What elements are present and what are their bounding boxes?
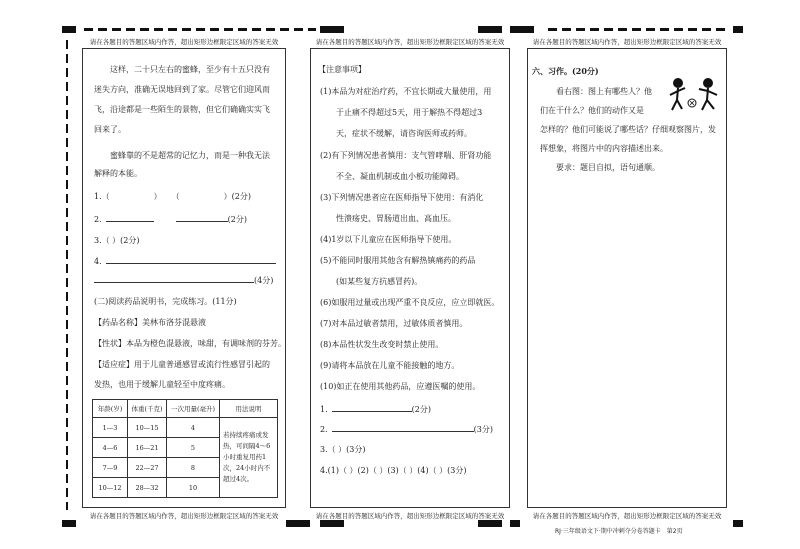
passage-line: 飞，沿途都是一些陌生的景物，但它们确确实实飞 xyxy=(94,105,270,114)
column-notice: 请在各题目的答题区域内作答，超出矩形边框限定区域的答案无效 xyxy=(532,38,722,46)
table-cell: 7—9 xyxy=(93,458,128,478)
page-footer: RJ·三年级语文下·期中冲刺夺分卷答题卡 第2页 xyxy=(555,528,683,535)
table-header: 年龄(岁) xyxy=(93,400,128,418)
passage-line: 迷失方向，准确无误地回到了家。尽管它们迎风而 xyxy=(94,85,270,94)
note-line: 天，症状不缓解，请咨询医师或药师。 xyxy=(336,129,472,138)
question-2 xyxy=(320,423,493,435)
column-notice: 请在各题目的答题区域内作答，超出矩形边框限定区域的答案无效 xyxy=(315,512,505,520)
question-3: 3.（ ）(3分) xyxy=(320,445,366,454)
column-notice: 请在各题目的答题区域内作答，超出矩形边框限定区域的答案无效 xyxy=(89,38,279,46)
answer-blank[interactable] xyxy=(180,191,224,199)
note-line: (7)对本品过敏者禁用，过敏体质者慎用。 xyxy=(320,319,468,328)
passage-line: 这样，二十只左右的蜜蜂，至少有十五只没有 xyxy=(110,65,270,74)
question-1 xyxy=(320,403,431,415)
table-header: 一次用量(毫升) xyxy=(167,400,220,418)
note-line: (2)有下列情况患者慎用：支气管哮喘、肝肾功能 xyxy=(320,151,492,160)
top-dash-line xyxy=(84,28,316,31)
q1-number: 1. xyxy=(320,405,328,414)
column-notice: 请在各题目的答题区域内作答，超出矩形边框限定区域的答案无效 xyxy=(315,38,505,46)
q2-number: 2. xyxy=(320,425,328,434)
note-line: (如某些复方抗感冒药)。 xyxy=(336,277,423,286)
note-line: (3)下列情况患者应在医师指导下使用：有消化 xyxy=(320,193,484,202)
registration-mark xyxy=(733,520,743,527)
dosage-table xyxy=(92,399,278,498)
registration-mark xyxy=(733,26,743,33)
q2-number: 2. xyxy=(94,215,102,224)
note-line: 于止痛不得超过5天，用于解热不得超过3 xyxy=(336,108,483,117)
table-cell: 10 xyxy=(167,478,220,498)
note-line: 不全、凝血机制或血小板功能障碍。 xyxy=(336,172,464,181)
children-playing-illustration xyxy=(666,76,724,114)
registration-mark xyxy=(510,520,520,527)
registration-mark xyxy=(320,520,344,527)
q1-number: 1. xyxy=(94,192,102,201)
answer-blank[interactable] xyxy=(332,423,474,432)
note-line: (6)如服用过量或出现严重不良反应，应立即就医。 xyxy=(320,298,500,307)
usage-note-line: 次，24小时内不 xyxy=(223,464,271,472)
column-notice: 请在各题目的答题区域内作答，超出矩形边框限定区域的答案无效 xyxy=(532,512,722,520)
writing-prompt-line: 怎样的？他们可能说了哪些话？仔细观察图片，发 xyxy=(540,125,716,134)
notes-title: 【注意事项】 xyxy=(318,65,366,74)
usage-note-line: 热，可间隔4～6 xyxy=(223,442,271,450)
table-cell: 28—32 xyxy=(128,478,167,498)
q2-score: (3分) xyxy=(473,425,493,434)
writing-prompt-line: 看右图：图上有哪些人？他 xyxy=(556,87,652,96)
drug-indication: 发热，也用于缓解儿童轻至中度疼痛。 xyxy=(94,380,230,389)
passage-line: 解释的本能。 xyxy=(94,169,142,178)
column-notice: 请在各题目的答题区域内作答，超出矩形边框限定区域的答案无效 xyxy=(89,512,279,520)
left-dash-line xyxy=(66,40,68,510)
note-line: (1)本品为对症治疗药，不宜长期或大量使用，用 xyxy=(320,87,492,96)
q2-score: (2分) xyxy=(227,215,247,224)
table-cell: 5 xyxy=(167,438,220,458)
question-3: 3.（ ）(2分) xyxy=(94,236,140,245)
passage-line: 蜜蜂靠的不是超常的记忆力，而是一种我无法 xyxy=(110,151,270,160)
registration-mark xyxy=(478,520,502,527)
table-cell: 4—6 xyxy=(93,438,128,458)
registration-mark xyxy=(510,26,534,33)
registration-mark xyxy=(286,520,310,527)
registration-mark xyxy=(320,26,344,33)
table-cell: 8 xyxy=(167,458,220,478)
registration-mark xyxy=(478,26,502,33)
drug-property: 【性状】本品为橙色混悬液，味甜，有调味剂的芬芳。 xyxy=(94,339,286,348)
note-line: (9)请将本品放在儿童不能接触的地方。 xyxy=(320,361,460,370)
answer-blank[interactable] xyxy=(110,191,154,199)
note-line: 性溃疡史、胃肠道出血、高血压。 xyxy=(336,214,456,223)
section-2-heading: (二)阅读药品说明书，完成练习。(11分) xyxy=(94,297,237,306)
answer-blank[interactable] xyxy=(332,403,412,412)
usage-note-line: 小时重复用药1 xyxy=(223,453,267,461)
question-4-line2 xyxy=(94,274,273,286)
drug-indication: 【适应症】用于儿童普通感冒或流行性感冒引起的 xyxy=(94,360,270,369)
question-4: 4.(1)（ ）(2)（ ）(3)（ ）(4)（ ）(3分) xyxy=(320,466,467,475)
question-1: 1.（ ） （ ）(2分) xyxy=(94,192,251,201)
table-cell: 16—21 xyxy=(128,438,167,458)
q4-score: (4分) xyxy=(254,276,274,285)
note-line: (10)如正在使用其他药品，应遵医嘱的使用。 xyxy=(320,382,481,391)
registration-mark xyxy=(62,26,76,33)
table-cell: 1—3 xyxy=(93,418,128,438)
q1-score: (2分) xyxy=(411,405,431,414)
drug-name: 【药品名称】美林布洛芬混悬液 xyxy=(94,318,206,327)
top-dash-line xyxy=(548,28,728,31)
note-line: (8)本品性状发生改变时禁止使用。 xyxy=(320,340,444,349)
usage-note-line: 超过4次。 xyxy=(223,475,254,483)
table-cell: 4 xyxy=(167,418,220,438)
q1-score: (2分) xyxy=(231,192,251,201)
writing-heading: 六、习作。(20分) xyxy=(532,66,599,76)
table-header: 用法说明 xyxy=(220,400,278,418)
question-4 xyxy=(94,255,276,267)
usage-note-line: 若持续疼痛或发 xyxy=(223,431,269,439)
answer-column-3 xyxy=(527,48,727,508)
table-cell: 22—27 xyxy=(128,458,167,478)
writing-prompt-line: 挥想象，将图片中的内容描述出来。 xyxy=(540,144,668,153)
table-cell: 10—15 xyxy=(128,418,167,438)
answer-blank[interactable] xyxy=(106,255,276,264)
writing-prompt-line: 要求：题目自拟，语句通顺。 xyxy=(556,163,660,172)
writing-prompt-line: 们在干什么？他们的动作又是 xyxy=(540,106,644,115)
note-line: (4)1岁以下儿童应在医师指导下使用。 xyxy=(320,235,457,244)
question-2 xyxy=(94,213,247,225)
answer-blank[interactable] xyxy=(176,213,228,222)
usage-note xyxy=(220,418,278,498)
note-line: (5)不能同时服用其他含有解热镇痛药的药品 xyxy=(320,256,476,265)
answer-blank[interactable] xyxy=(106,213,154,222)
passage-line: 回来了。 xyxy=(94,125,126,134)
answer-blank[interactable] xyxy=(94,274,254,283)
table-cell: 10—12 xyxy=(93,478,128,498)
registration-mark xyxy=(62,520,76,527)
table-header: 体重(千克) xyxy=(128,400,167,418)
q4-number: 4. xyxy=(94,257,102,266)
